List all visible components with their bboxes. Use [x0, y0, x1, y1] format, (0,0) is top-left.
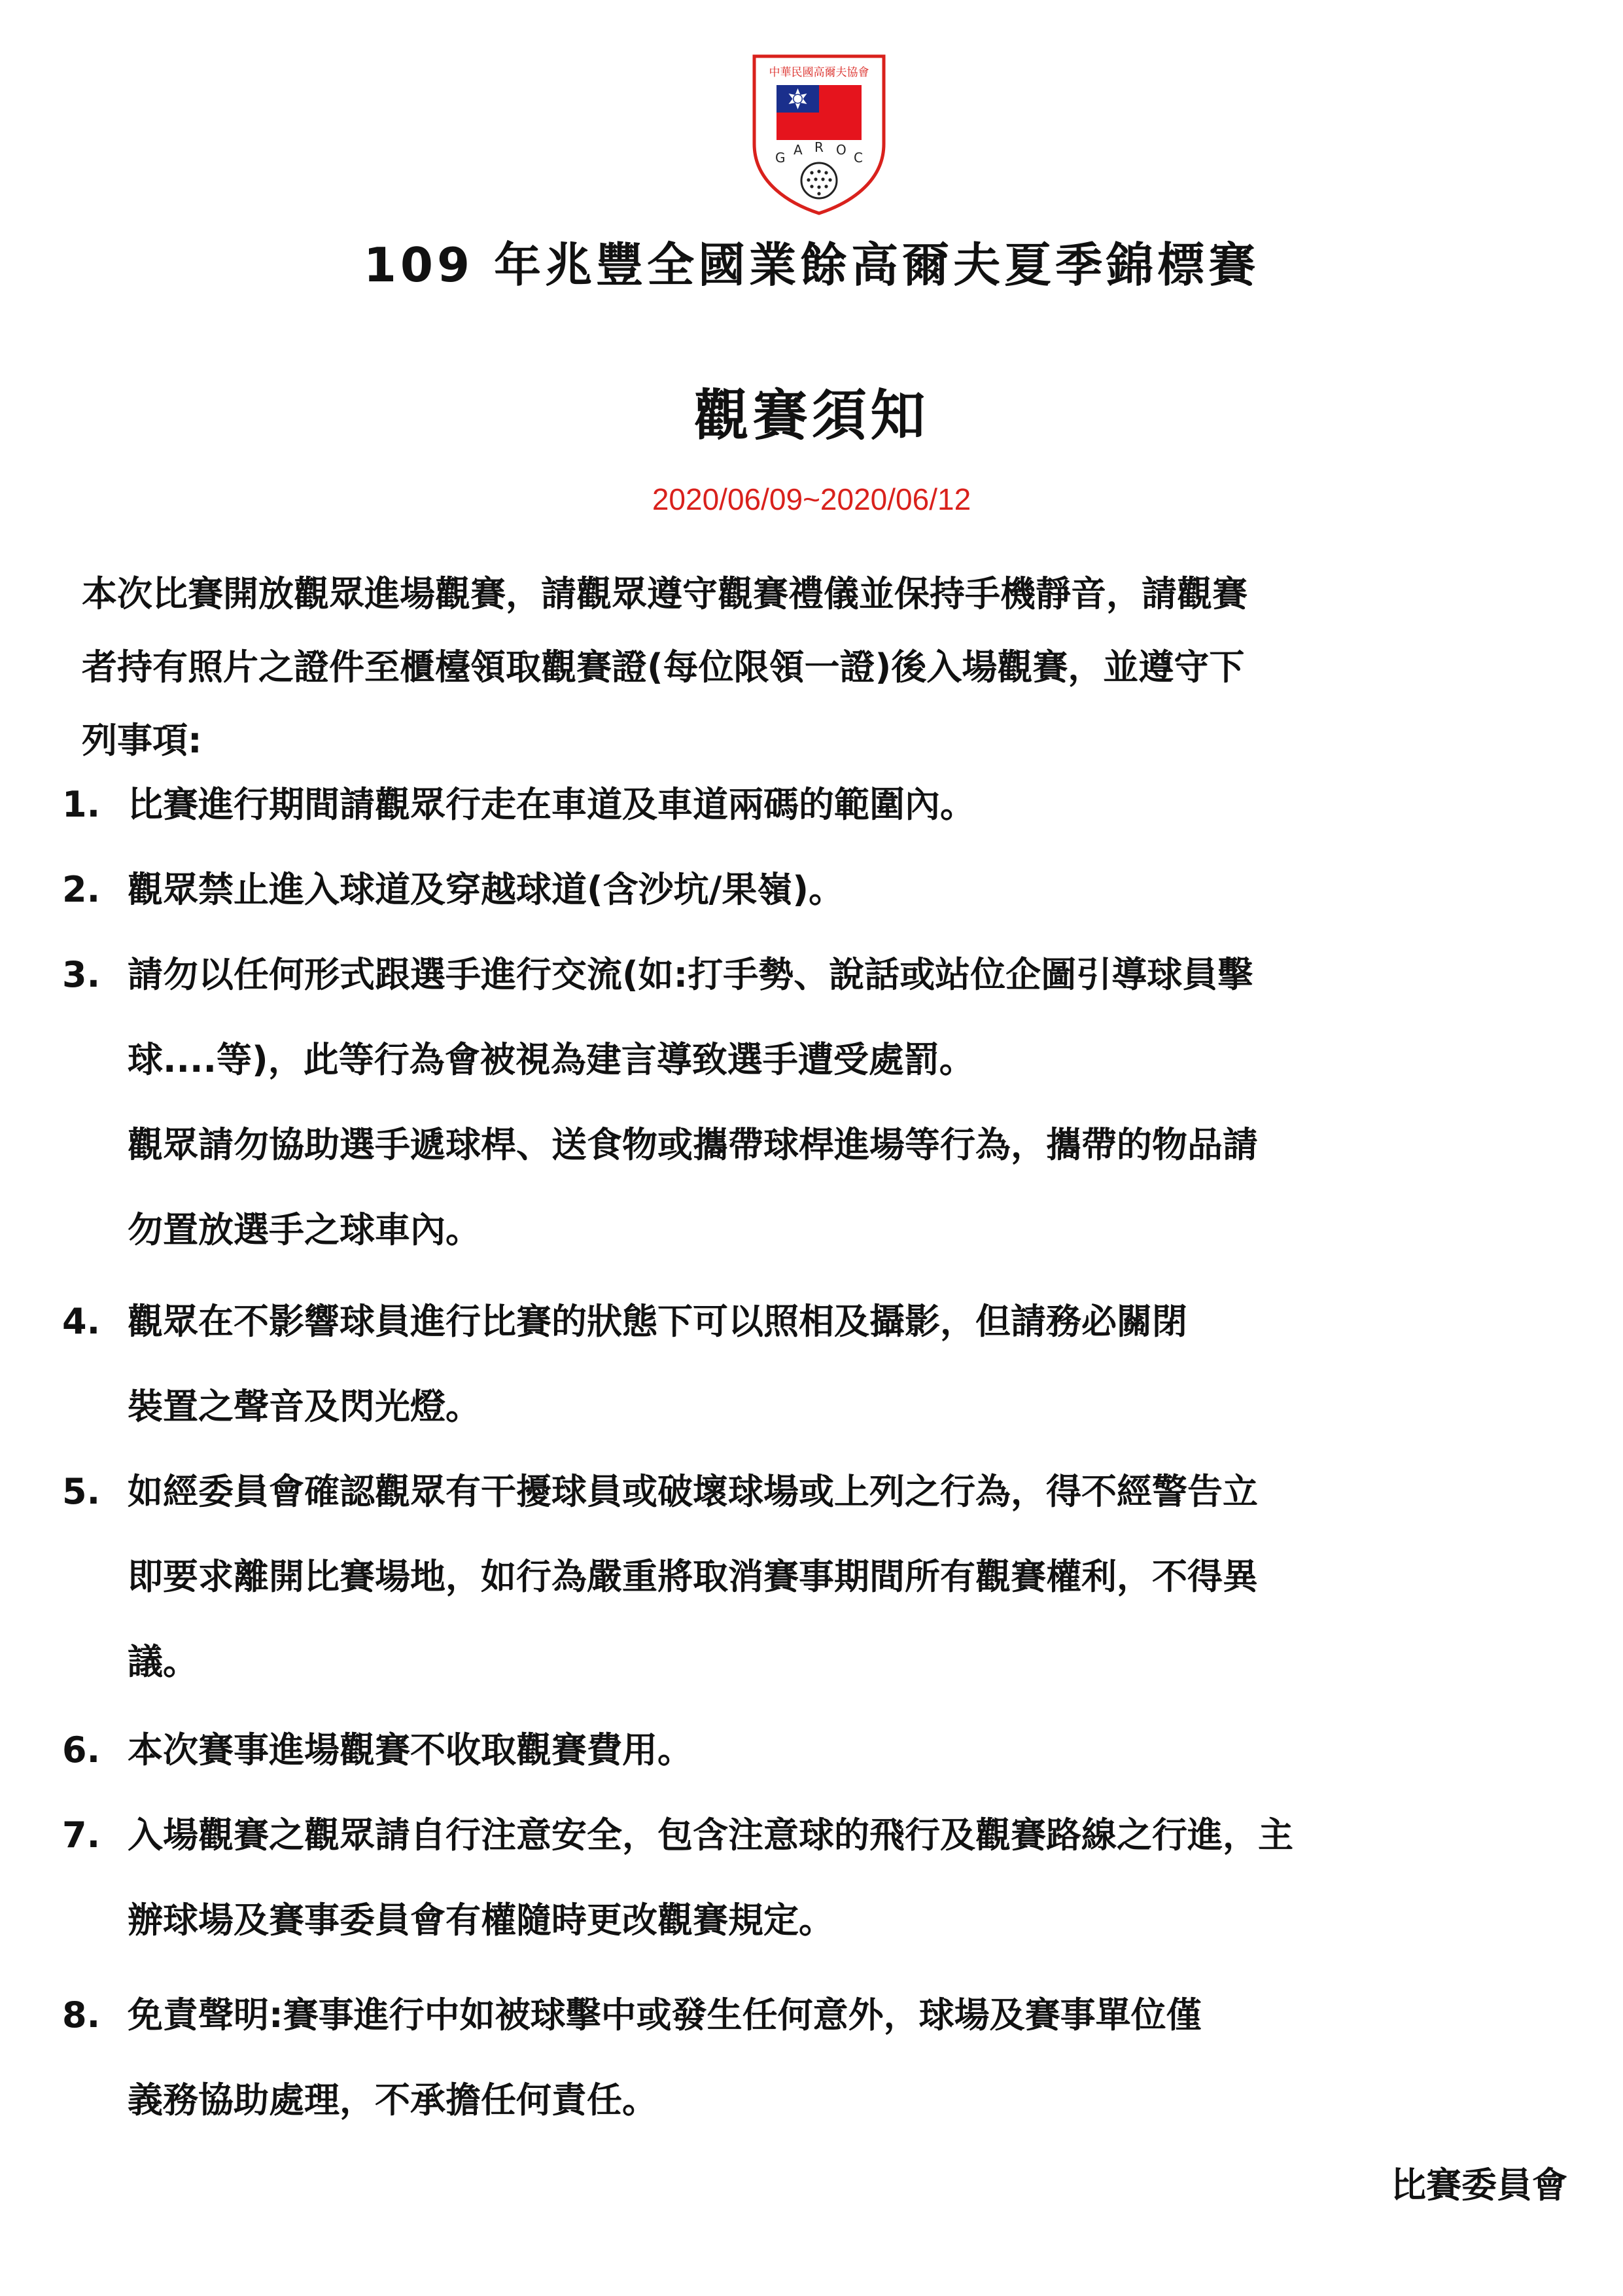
rule-line: 比賽進行期間請觀眾行走在車道及車道兩碼的範圍內。: [128, 784, 975, 825]
rule-line: 球....等)，此等行為會被視為建言導致選手遭受處罰。: [128, 1039, 975, 1080]
logo-letter: A: [794, 142, 803, 158]
rule-line: 即要求離開比賽場地，如行為嚴重將取消賽事期間所有觀賽權利，不得異: [128, 1556, 1258, 1597]
rule-number: 4.: [62, 1301, 101, 1342]
page-title: 109 年兆豐全國業餘高爾夫夏季錦標賽: [363, 238, 1260, 292]
rule-number: 8.: [62, 1994, 101, 2036]
event-dates: 2020/06/09~2020/06/12: [652, 482, 971, 516]
page-subtitle: 觀賽須知: [693, 383, 930, 448]
rule-line: 議。: [128, 1641, 198, 1682]
rule-line: 勿置放選手之球車內。: [128, 1209, 481, 1250]
rule-text: [128, 1449, 1567, 1704]
rule-line: 免責聲明:賽事進行中如被球擊中或發生任何意外，球場及賽事單位僅: [128, 1994, 1202, 2036]
signature: 比賽委員會: [1391, 2164, 1567, 2206]
rule-number: 3.: [62, 954, 101, 995]
rule-line: 如經委員會確認觀眾有干擾球員或破壞球場或上列之行為，得不經警告立: [128, 1471, 1258, 1512]
rule-text: [128, 932, 1567, 1273]
intro-line: 列事項:: [82, 720, 202, 761]
rule-number: 7.: [62, 1814, 101, 1856]
intro-paragraph: [82, 557, 1541, 777]
rule-number: 5.: [62, 1471, 101, 1512]
golf-ball-icon: [801, 163, 837, 198]
rule-line: 觀眾在不影響球員進行比賽的狀態下可以照相及攝影，但請務必關閉: [128, 1301, 1187, 1342]
rule-line: 本次賽事進場觀賽不收取觀賽費用。: [128, 1729, 693, 1771]
intro-line: 者持有照片之證件至櫃檯領取觀賽證(每位限領一證)後入場觀賽，並遵守下: [82, 646, 1245, 688]
rule-text: [128, 1708, 1567, 1793]
rule-text: [128, 1793, 1567, 1963]
national-flag: [777, 85, 862, 140]
rule-number: 1.: [62, 784, 101, 825]
logo-letter: C: [854, 150, 863, 166]
garoc-logo: [749, 52, 889, 216]
rule-text: [128, 762, 1567, 847]
rule-line: 裝置之聲音及閃光燈。: [128, 1386, 481, 1427]
rule-text: [128, 847, 1567, 932]
rule-text: [128, 1973, 1567, 2143]
rule-line: 請勿以任何形式跟選手進行交流(如:打手勢、說話或站位企圖引導球員擊: [128, 954, 1253, 995]
rule-number: 6.: [62, 1729, 101, 1771]
logo-letter: O: [836, 142, 846, 158]
rule-number: 2.: [62, 869, 101, 910]
rule-line: 入場觀賽之觀眾請自行注意安全，包含注意球的飛行及觀賽路線之行進，主: [128, 1814, 1293, 1856]
rule-text: [128, 1279, 1567, 1449]
logo-letter: G: [775, 150, 786, 166]
rule-line: 辦球場及賽事委員會有權隨時更改觀賽規定。: [128, 1899, 834, 1941]
org-name-text: 中華民國高爾夫協會: [769, 66, 869, 79]
rule-line: 觀眾請勿協助選手遞球桿、送食物或攜帶球桿進場等行為，攜帶的物品請: [128, 1124, 1258, 1165]
logo-letter: R: [814, 139, 824, 155]
rule-line: 義務協助處理，不承擔任何責任。: [128, 2079, 657, 2121]
rule-line: 觀眾禁止進入球道及穿越球道(含沙坑/果嶺)。: [128, 869, 845, 910]
intro-line: 本次比賽開放觀眾進場觀賽，請觀眾遵守觀賽禮儀並保持手機靜音，請觀賽: [82, 573, 1248, 614]
